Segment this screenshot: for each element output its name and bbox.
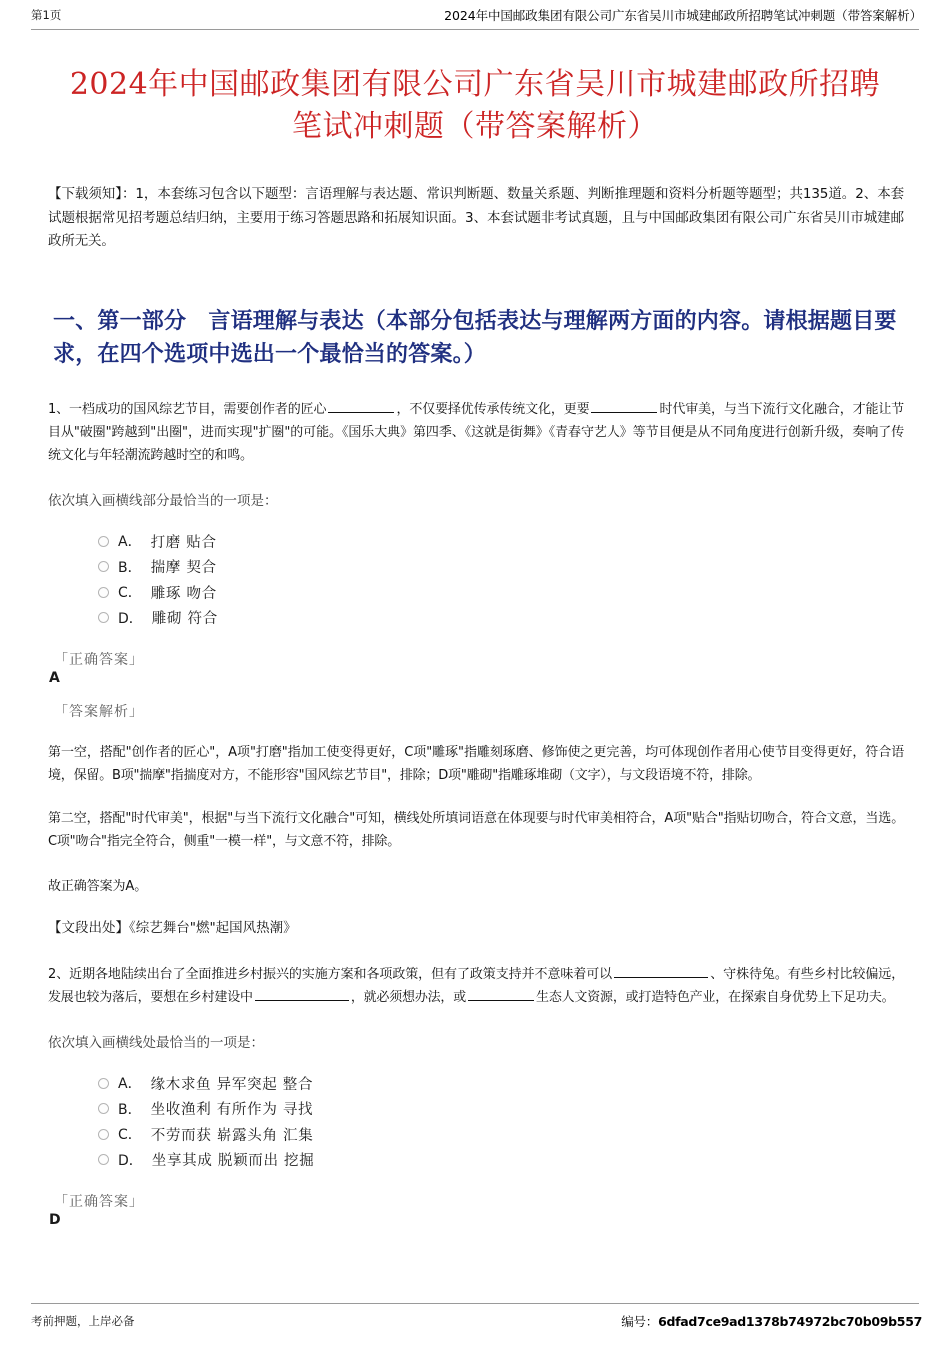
question-1-blank-1 <box>328 399 394 413</box>
question-2-number: 2、 <box>48 966 70 982</box>
option-text: 雕琢 吻合 <box>150 585 217 602</box>
serial-label: 编号： <box>621 1314 659 1329</box>
footer-divider <box>31 1303 919 1304</box>
question-2-options <box>48 1071 904 1173</box>
question-2-stem-segment-3: ，就必须想办法，或 <box>350 989 467 1005</box>
question-2-stem-segment-1: 近期各地陆续出台了全面推进乡村振兴的实施方案和各项政策，但有了政策支持并不意味着可以 <box>69 966 613 982</box>
question-1-blank-2 <box>591 399 657 413</box>
header-divider <box>31 29 919 30</box>
question-block-2 <box>48 963 904 1228</box>
radio-button-icon[interactable] <box>98 536 109 547</box>
page-number-label: 第1页 <box>31 8 62 22</box>
question-1-analysis-label: 「答案解析」 <box>54 703 144 720</box>
footer-serial <box>621 1312 922 1330</box>
radio-button-icon[interactable] <box>98 612 109 623</box>
radio-button-icon[interactable] <box>98 587 109 598</box>
option-text: 坐享其成 脱颖而出 挖掘 <box>151 1153 315 1170</box>
question-2-stem <box>48 963 904 1009</box>
question-2-option-d[interactable] <box>98 1147 904 1173</box>
option-letter: A． <box>118 534 142 551</box>
question-2-stem-segment-2: 、守株待兔。有些乡村比较偏远，发展也较为落后，要想在乡村建设中 <box>48 966 905 1005</box>
radio-button-icon[interactable] <box>98 1129 109 1140</box>
option-letter: C． <box>118 585 142 602</box>
question-1-stem-segment-2: ，不仅要择优传承传统文化，更要 <box>396 401 590 417</box>
question-1-number: 1、 <box>48 401 70 417</box>
question-2-option-a[interactable] <box>98 1071 904 1097</box>
question-2-blank-2 <box>255 987 349 1001</box>
serial-value: 6dfad7ce9ad1378b74972bc70b09b557 <box>658 1314 922 1329</box>
option-text: 不劳而获 崭露头角 汇集 <box>150 1127 314 1144</box>
header-running-title: 2024年中国邮政集团有限公司广东省吴川市城建邮政所招聘笔试冲刺题（带答案解析） <box>444 8 922 23</box>
question-1-source <box>48 916 904 936</box>
radio-button-icon[interactable] <box>98 561 109 572</box>
option-text: 缘木求鱼 异军突起 整合 <box>150 1076 314 1093</box>
option-letter: C． <box>118 1127 142 1144</box>
option-letter: D． <box>118 1152 143 1169</box>
question-2-blank-1 <box>614 964 708 978</box>
question-block-1 <box>48 398 904 936</box>
footer-slogan: 考前押题，上岸必备 <box>31 1314 135 1328</box>
question-1-analysis-paragraph-2: 第二空，搭配"时代审美"，根据"与当下流行文化融合"可知，横线处所填词语意在体现要与时代审美相符合，A项"贴合"指贴切吻合，符合文意，当选。C项"吻合"指完全符合，侧重"一模一样"，与文意不符，排除。 <box>48 810 904 849</box>
question-2-prompt: 依次填入画横线处最恰当的一项是： <box>48 1034 264 1051</box>
question-1-prompt: 依次填入画横线部分最恰当的一项是： <box>48 492 278 509</box>
page-footer <box>0 1306 950 1336</box>
option-text: 揣摩 契合 <box>150 560 217 577</box>
option-letter: D． <box>118 610 143 627</box>
radio-button-icon[interactable] <box>98 1154 109 1165</box>
question-2-answer-label: 「正确答案」 <box>54 1193 144 1210</box>
question-2-stem-segment-4: 生态人文资源，或打造特色产业，在探索自身优势上下足功夫。 <box>536 989 895 1005</box>
section-heading-part-one: 一、第一部分 言语理解与表达（本部分包括表达与理解两方面的内容。请根据题目要求，在四个选项中选出一个最恰当的答案。） <box>53 307 897 367</box>
option-letter: B． <box>118 559 142 576</box>
question-1-analysis-paragraph-1: 第一空，搭配"创作者的匠心"，A项"打磨"指加工使变得更好，C项"雕琢"指雕刻琢磨、修饰使之更完善，均可体现创作者用心使节目变得更好，符合语境，保留。B项"揣摩"指揣度对方，不能形容"国风综艺节目"，排除；D项"雕砌"指雕琢堆砌（文字），与文段语境不符，排除。 <box>48 744 904 783</box>
question-1-conclusion: 故正确答案为A。 <box>48 878 148 894</box>
question-1-option-c[interactable] <box>98 580 904 606</box>
question-1-correct-answer: A <box>49 669 60 686</box>
option-letter: B． <box>118 1101 142 1118</box>
source-title: 《综艺舞台"燃"起国风热潮》 <box>129 919 297 936</box>
question-2-option-c[interactable] <box>98 1122 904 1148</box>
question-2-option-b[interactable] <box>98 1096 904 1122</box>
page-title: 2024年中国邮政集团有限公司广东省吴川市城建邮政所招聘笔试冲刺题（带答案解析） <box>69 67 881 145</box>
question-1-stem <box>48 398 904 467</box>
question-1-option-b[interactable] <box>98 554 904 580</box>
question-1-stem-segment-3: 时代审美，与当下流行文化融合，才能让节目从"破圈"跨越到"出圈"，进而实现"扩圈"的可能。《国乐大典》第四季、《这就是街舞》《青春守艺人》等节目便是从不同角度进行创新升级，奏响了传统文化与年轻潮流跨越时空的和鸣。 <box>48 401 904 463</box>
option-text: 打磨 贴合 <box>150 534 217 551</box>
option-letter: A． <box>118 1076 142 1093</box>
question-1-stem-segment-1: 一档成功的国风综艺节目，需要创作者的匠心 <box>69 401 327 417</box>
option-text: 雕砌 符合 <box>151 611 218 628</box>
question-2-blank-3 <box>468 987 534 1001</box>
question-1-options <box>48 529 904 631</box>
page-header <box>0 0 950 30</box>
document-body <box>48 183 904 1228</box>
radio-button-icon[interactable] <box>98 1078 109 1089</box>
question-1-option-d[interactable] <box>98 605 904 631</box>
radio-button-icon[interactable] <box>98 1103 109 1114</box>
question-2-correct-answer: D <box>49 1211 61 1228</box>
download-notice: 【下载须知】：1，本套练习包含以下题型：言语理解与表达题、常识判断题、数量关系题、判断推理题和资料分析题等题型；共135道。2、本套试题根据常见招考题总结归纳，主要用于练习答题思路和拓展知识面。3、本套试题非考试真题，且与中国邮政集团有限公司广东省吴川市城建邮政所无关。 <box>48 186 904 249</box>
source-label: 【文段出处】 <box>48 919 129 936</box>
question-1-answer-label: 「正确答案」 <box>54 651 144 668</box>
question-1-option-a[interactable] <box>98 529 904 555</box>
option-text: 坐收渔利 有所作为 寻找 <box>150 1102 314 1119</box>
